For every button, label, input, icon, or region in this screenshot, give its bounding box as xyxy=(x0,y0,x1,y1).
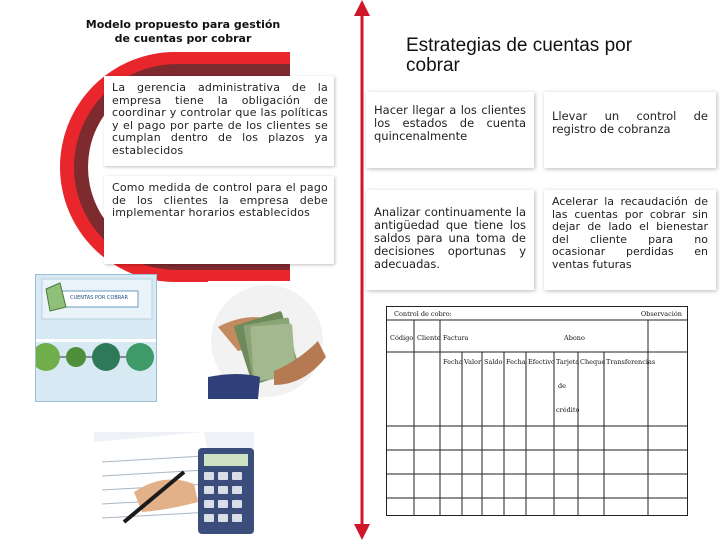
calculator-invoice-image xyxy=(94,432,254,534)
strategy-box-aging-analysis: Analizar continuamente la antigüedad que tiene los saldos para una toma de decisiones oportunas y adecuadas. xyxy=(366,190,534,290)
control-table-heading: Control de cobro: xyxy=(394,310,452,318)
card-subcolumn-credito: crédito xyxy=(556,406,580,414)
subcolumn-card: Tarjeta xyxy=(556,358,580,366)
collection-control-table xyxy=(386,306,688,516)
subcolumn-payment-date: Fecha xyxy=(506,358,526,366)
subcolumn-cash: Efectivo xyxy=(528,358,555,366)
subcolumn-balance: Saldo xyxy=(484,358,503,366)
strategy-box-collection-log: Llevar un control de registro de cobranza xyxy=(544,92,716,168)
strategy-box-statements: Hacer llegar a los clientes los estados de cuenta quincenalmente xyxy=(366,92,534,168)
slide-title: Modelo propuesto para gestión de cuentas por cobrar xyxy=(85,18,281,45)
diagram-heading: CUENTAS POR COBRAR xyxy=(70,295,128,301)
money-handover-image xyxy=(208,281,326,399)
column-header-code: Código xyxy=(390,334,414,342)
subcolumn-value: Valor xyxy=(464,358,482,366)
strategy-box-accelerate-collection: Acelerar la recaudación de las cuentas por cobrar sin dejar de lado el bienestar del cliente para no ocasionar perdidas en ventas futuras xyxy=(544,190,716,290)
column-header-client: Cliente xyxy=(417,334,441,342)
accounts-receivable-diagram-image xyxy=(35,274,157,402)
column-header-payment: Abono xyxy=(564,334,585,342)
subcolumn-transfers: Transferencias xyxy=(606,358,656,366)
subcolumn-date: Fecha xyxy=(443,358,463,366)
payment-schedule-card: Como medida de control para el pago de los clientes la empresa debe implementar horarios establecidos xyxy=(104,176,334,264)
column-header-invoice: Factura xyxy=(443,334,469,342)
management-responsibility-card: La gerencia administrativa de la empresa tiene la obligación de coordinar y controlar que las políticas y el pago por parte de los clientes se cumplan dentro de los plazos ya establecidos xyxy=(104,76,334,166)
subcolumn-check: Cheque xyxy=(580,358,606,366)
control-table-observations: Observación xyxy=(640,310,682,318)
card-subcolumn-de: de xyxy=(558,382,567,390)
strategies-title: Estrategias de cuentas por cobrar xyxy=(406,35,633,76)
